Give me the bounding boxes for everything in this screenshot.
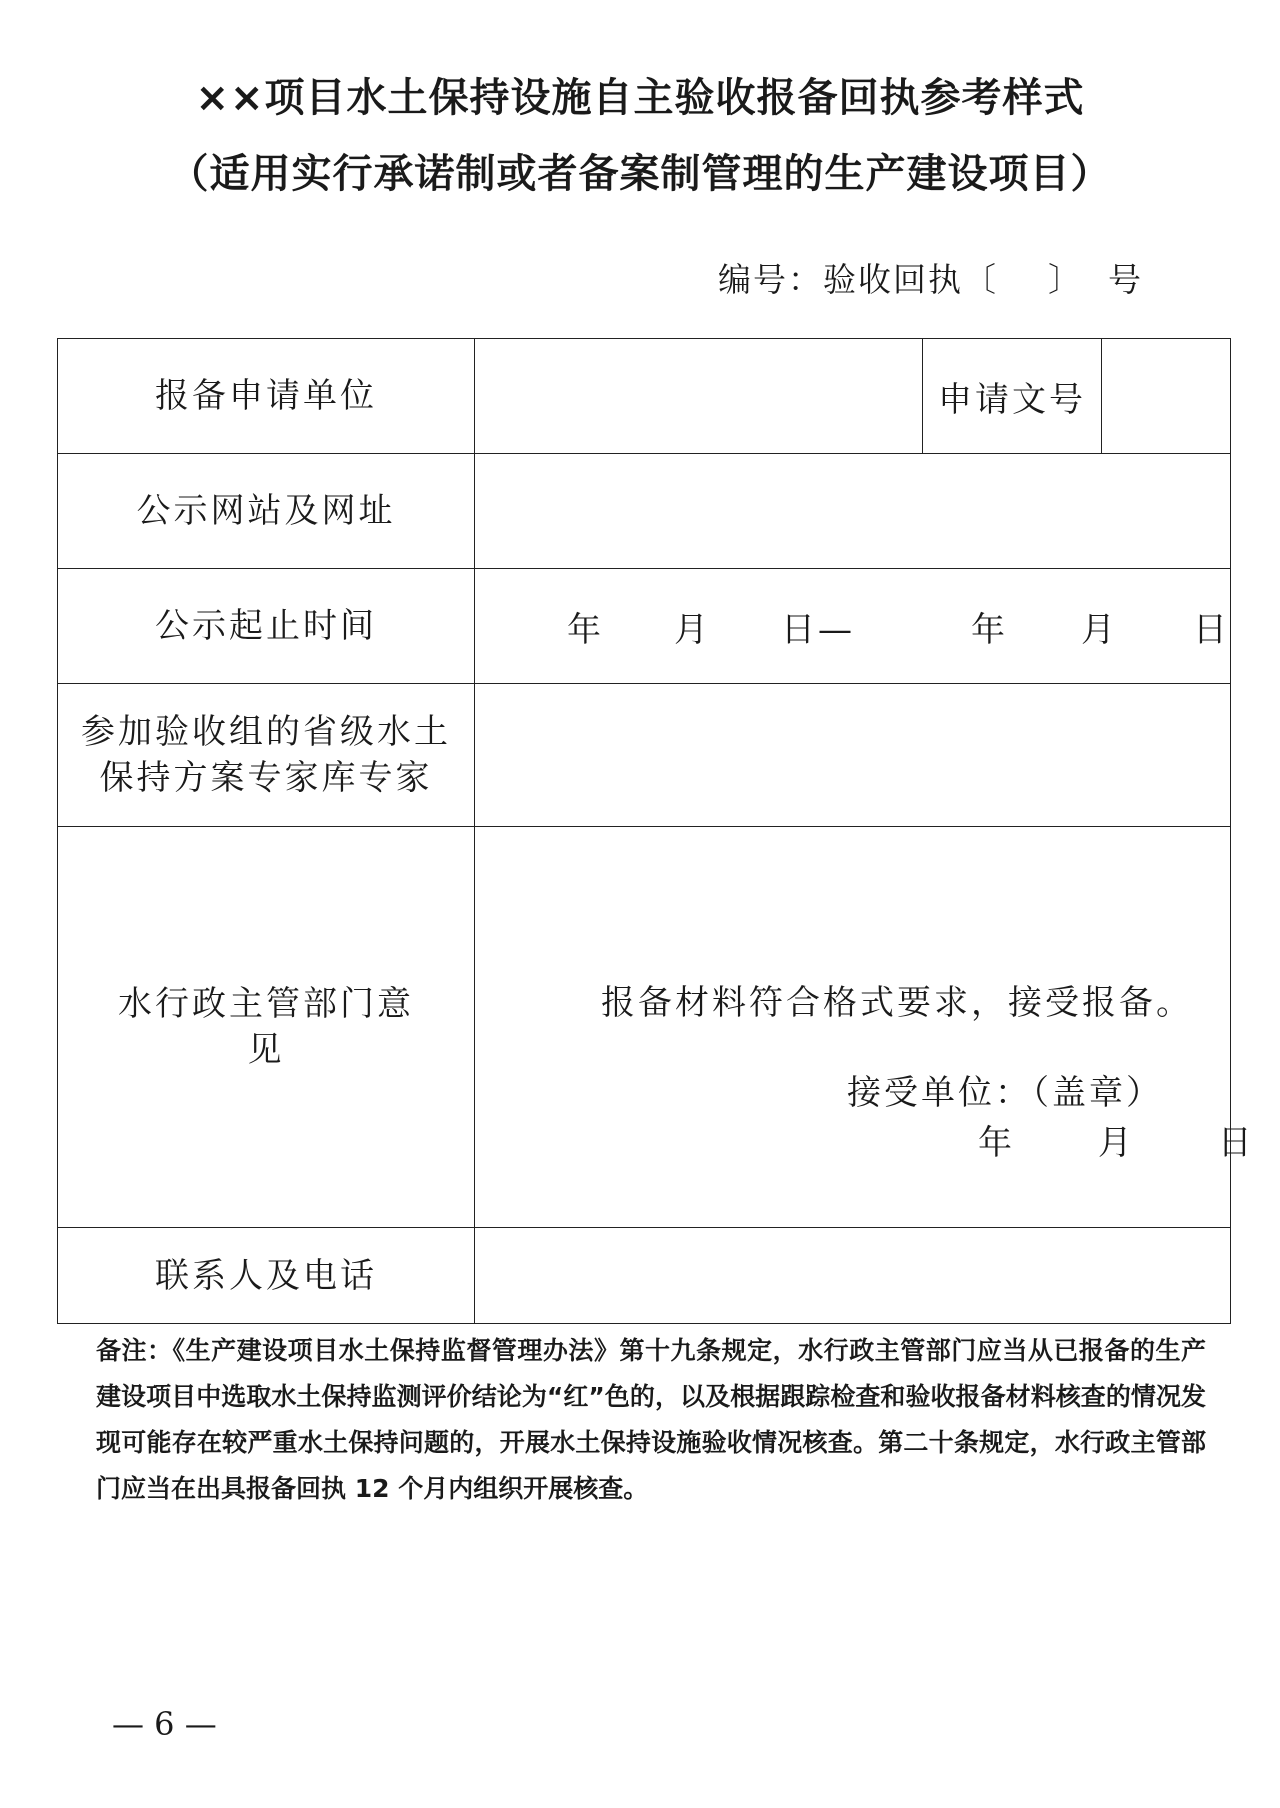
provincial-experts-field[interactable]: [475, 684, 1231, 827]
document-title: ××项目水土保持设施自主验收报备回执参考样式: [195, 75, 1085, 121]
remarks-note: 备注：《生产建设项目水土保持监督管理办法》第十九条规定，水行政主管部门应当从已报备的生产建设项目中选取水土保持监测评价结论为“红”色的，以及根据跟踪检查和验收报备材料核查的情况发现可能存在较严重水土保持问题的，开展水土保持设施验收情况核查。第二十条规定，水行政主管部门应当在出具报备回执 12 个月内组织开展核查。: [96, 1336, 1206, 1503]
end-month-text: 月: [1081, 609, 1118, 650]
contact-phone-field[interactable]: [475, 1228, 1231, 1324]
row-provincial-experts: [58, 684, 1231, 827]
row-publicity-website: [58, 454, 1231, 569]
row-applicant-unit: [58, 339, 1231, 454]
publicity-website-label: 公示网站及网址: [58, 454, 475, 569]
receiving-unit-seal-label: 接受单位：（盖章）: [847, 1073, 1163, 1113]
end-day-text: 日: [1193, 609, 1230, 650]
end-year-text: 年: [971, 609, 1008, 650]
authority-opinion-label: 水行政主管部门意见: [58, 827, 475, 1228]
start-month-text: 月: [674, 609, 711, 650]
authority-opinion-field: [475, 827, 1255, 1228]
contact-phone-label: 联系人及电话: [58, 1228, 475, 1324]
publicity-period-field[interactable]: [475, 569, 1231, 684]
document-number-field[interactable]: [1102, 339, 1231, 454]
row-contact-phone: [58, 1228, 1231, 1324]
opinion-statement: 报备材料符合格式要求，接受报备。: [601, 983, 1193, 1023]
publicity-website-field[interactable]: [475, 454, 1231, 569]
applicant-unit-label: 报备申请单位: [58, 339, 475, 454]
publicity-period-dates: [475, 602, 1230, 651]
row-authority-opinion: [58, 827, 1231, 1228]
row-publicity-period: [58, 569, 1231, 684]
receipt-serial-number: 编号：验收回执〔 〕 号: [718, 260, 1143, 299]
provincial-experts-label: 参加验收组的省级水土保持方案专家库专家: [58, 684, 475, 827]
document-subtitle: （适用实行承诺制或者备案制管理的生产建设项目）: [168, 151, 1112, 197]
applicant-unit-field[interactable]: [475, 339, 923, 454]
start-year-text: 年: [567, 609, 604, 650]
opinion-date: 年 月 日: [978, 1123, 1255, 1163]
publicity-period-label: 公示起止时间: [58, 569, 475, 684]
start-day-text: 日—: [781, 609, 855, 650]
document-number-label: 申请文号: [923, 339, 1102, 454]
page-number: — 6 —: [112, 1705, 217, 1743]
receipt-form-table: [57, 338, 1255, 1324]
